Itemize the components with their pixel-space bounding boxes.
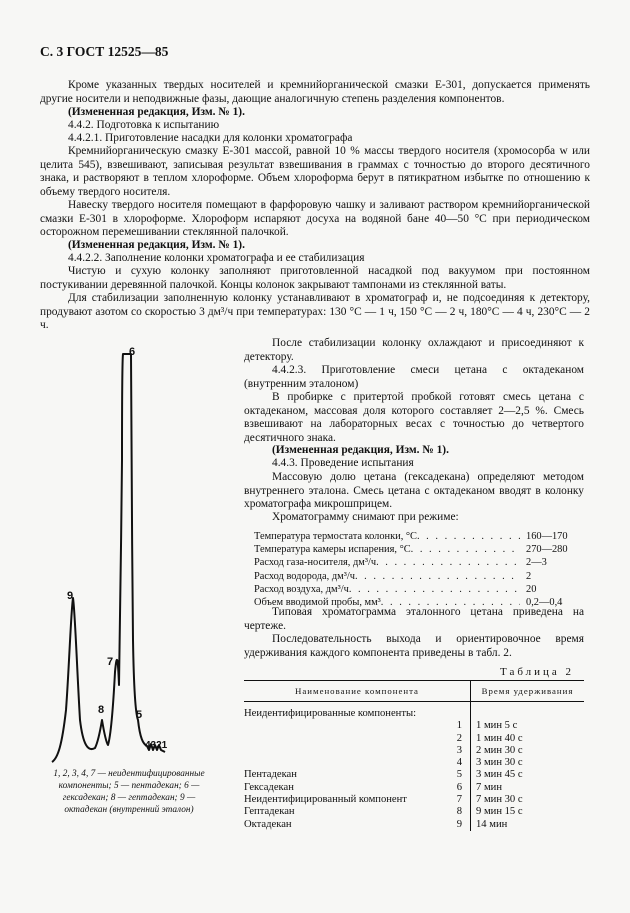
amendment-note-1: (Измененная редакция, Изм. № 1). <box>68 106 245 118</box>
paragraph-cooling: После стабилизации колонку охлаждают и присоединяют к детектору. <box>244 337 584 363</box>
paragraph-column-filling: Чистую и сухую колонку заполняют приготовленной насадкой под вакуумом при постоянном постукивании деревянной палочкой. Концы колонок закрывают тампонами из стеклянной ваты. <box>40 265 590 291</box>
chromatogram-trace <box>52 354 168 762</box>
paragraph-internal-standard: Массовую долю цетана (гексадекана) определяют методом внутреннего эталона. Смесь цетана с октадеканом вводят в колонку хроматографа микрошприцем. <box>244 471 584 511</box>
peak-label-9: 9 <box>67 590 74 602</box>
paragraph-elution-order: Последовательность выхода и ориентировочное время удерживания каждого компонента приведены в табл. 2. <box>244 633 584 659</box>
figure-caption: 1, 2, 3, 4, 7 — неидентифицированные компоненты; 5 — пентадекан; 6 — гексадекан; 8 — гептадекан; 9 — октадекан (внутренний эталон) <box>53 769 205 815</box>
paragraph-mode-intro: Хроматограмму снимают при режиме: <box>272 511 459 523</box>
amendment-note-2: (Измененная редакция, Изм. № 1). <box>68 239 245 251</box>
table-row: Октадекан 9 14 мин <box>244 818 508 830</box>
section-heading-4-4-2: 4.4.2. Подготовка к испытанию <box>68 119 220 131</box>
paragraph-column-stabilization: Для стабилизации заполненную колонку устанавливают в хроматограф и, не подсоединяя к детектору, продувают азотом со скоростью 3 дм³/ч при температурах: 130 °С — 1 ч, 150 °С — 2 ч, 180°С — 4 ч, 230°С — 2 ч. <box>40 292 590 332</box>
param-row: Температура камеры испарения, °С . . . 270—280 <box>254 543 584 556</box>
paragraph-typical-chromatogram: Типовая хроматограмма эталонного цетана приведена на чертеже. <box>244 606 584 632</box>
column-header-component: Наименование компонента <box>244 681 471 702</box>
retention-time-table <box>244 680 584 831</box>
column-header-retention-time: Время удерживания <box>471 681 585 702</box>
chromatogram-figure <box>40 340 240 770</box>
page-header: С. 3 ГОСТ 12525—85 <box>40 44 169 59</box>
table-row: Гептадекан 8 9 мин 15 с <box>244 806 523 818</box>
peak-label-4321: 4321 <box>145 740 168 751</box>
section-heading-4-4-3: 4.4.3. Проведение испытания <box>272 457 414 469</box>
table-row: 1 1 мин 5 с <box>244 720 584 732</box>
table-row: Пентадекан 5 3 мин 45 с <box>244 769 523 781</box>
param-row: Расход воздуха, дм³/ч . . . 20 <box>254 583 584 596</box>
group-label: Неидентифицированные компоненты: <box>244 708 417 719</box>
table-row: Гексадекан 6 7 мин <box>244 781 502 793</box>
section-heading-4-4-2-2: 4.4.2.2. Заполнение колонки хроматографа и ее стабилизация <box>68 252 365 264</box>
param-row: Расход газа-носителя, дм³/ч . . . 2—3 <box>254 556 584 569</box>
peak-label-5: 5 <box>136 709 143 721</box>
param-row: Объем вводимой пробы, мм³ . . . 0,2—0,4 <box>254 596 584 609</box>
peak-label-8: 8 <box>98 704 105 716</box>
paragraph-carrier-weighing: Навеску твердого носителя помещают в фарфоровую чашку и заливают раствором кремнийорганической смазки Е-301 в хлороформе. Хлороформ испаряют досуха на водяной бане 40—50 °С при периодическом осторожном перемешивании стеклянной палочкой. <box>40 199 590 239</box>
param-row: Расход водорода, дм³/ч . . . 2 <box>254 570 584 583</box>
param-row: Температура термостата колонки, °С . . . 160—170 <box>254 530 584 543</box>
peak-label-6: 6 <box>129 346 136 358</box>
section-heading-4-4-2-3: 4.4.2.3. Приготовление смеси цетана с октадеканом (внутренним эталоном) <box>244 364 584 390</box>
amendment-note-3: (Измененная редакция, Изм. № 1). <box>272 444 449 456</box>
table-row: 3 2 мин 30 с <box>244 745 584 757</box>
table-row: 2 1 мин 40 с <box>244 733 584 745</box>
table-row: Неидентифицированный компонент 7 7 мин 30 с <box>244 794 523 806</box>
peak-label-7: 7 <box>107 656 114 668</box>
paragraph-other-carriers: Кроме указанных твердых носителей и кремнийорганической смазки Е-301, допускается применять другие носители и неподвижные фазы, дающие аналогичную степень разделения компонентов. <box>40 79 590 105</box>
paragraph-mixture-preparation: В пробирке с притертой пробкой готовят смесь цетана с октадеканом, массовая доля которого составляет 2—2,5 %. Смесь взвешивают на лабораторных весах с точностью до четвертого десятичного знака. <box>244 391 584 444</box>
section-heading-4-4-2-1: 4.4.2.1. Приготовление насадки для колонки хроматографа <box>68 132 353 144</box>
chromatography-parameters <box>254 530 584 609</box>
table-row: 4 3 мин 30 с <box>244 757 584 769</box>
paragraph-packing-preparation: Кремнийорганическую смазку Е-301 массой, равной 10 % массы твердого носителя (хромосорба w или целита 545), взвешивают, записывая результат взвешивания в граммах с точностью до второго десятичного знака, и растворяют в теплом хлороформе. Объем хлороформа берут в пятикратном избытке по отношению к объему твердого носителя. <box>40 145 590 198</box>
table-title: Таблица 2 <box>500 666 575 678</box>
